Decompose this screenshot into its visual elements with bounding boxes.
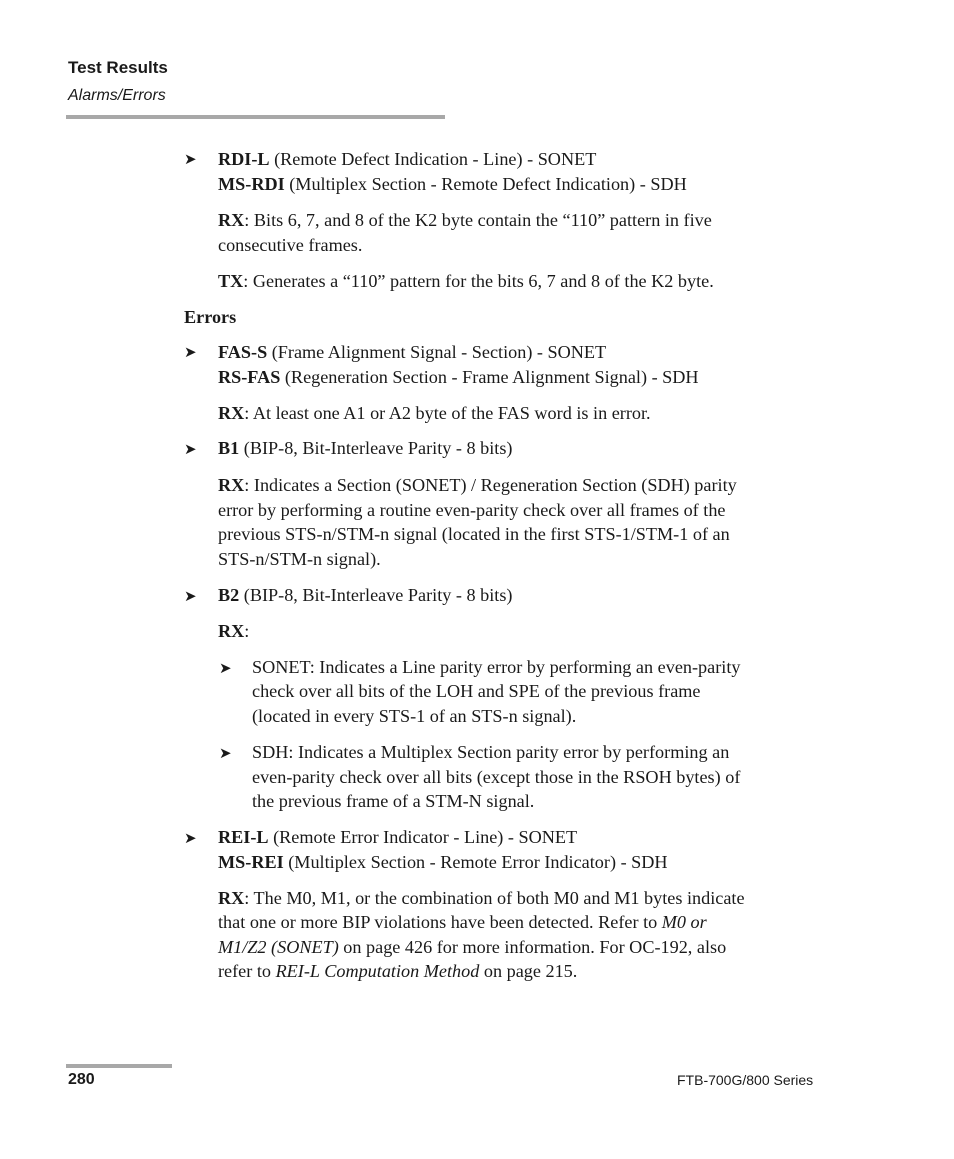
term-description: (Regeneration Section - Frame Alignment Signal) - SDH [280,367,699,387]
tx-label: TX [218,271,244,291]
paragraph-line: : Generates a “110” pattern for the bits 6, 7 and 8 of the K2 byte. [243,271,714,291]
header-divider [66,115,445,119]
paragraph-text: on page 426 for more information. For OC-192, also [338,937,727,957]
paragraph-line: : At least one A1 or A2 byte of the FAS word is in error. [244,403,651,423]
term-label: RS-FAS [218,367,281,387]
paragraph-line: previous STS-n/STM-n signal (located in the first STS-1/STM-1 of an [218,524,730,544]
rdi-tx-text [218,269,714,293]
term-label: MS-RDI [218,174,285,194]
paragraph-line: even-parity check over all bits (except those in the RSOH bytes) of [252,767,741,787]
term-description: (Multiplex Section - Remote Error Indicator) - SDH [283,852,668,872]
rx-colon: : [244,621,250,641]
paragraph-line: : Indicates a Section (SONET) / Regeneration Section (SDH) parity [244,475,737,495]
rx-label: RX [218,210,245,230]
arrow-bullet-icon: ➤ [184,587,197,605]
rei-heading [218,825,577,849]
errors-heading: Errors [184,307,237,327]
term-label: REI-L [218,827,269,847]
paragraph-line [218,935,726,959]
paragraph-line: error by performing a routine even-parity check over all frames of the [218,500,726,520]
rx-label: RX [218,888,245,908]
term-label: B2 [218,585,240,605]
paragraph-text: on page 215. [479,961,578,981]
paragraph-line: : Bits 6, 7, and 8 of the K2 byte contain the “110” pattern in five [244,210,712,230]
fas-rx-text [218,401,651,425]
term-label: B1 [218,438,240,458]
rdi-heading [218,147,596,171]
rx-label: RX [218,475,245,495]
paragraph-line: (located in every STS-1 of an STS-n signal). [252,706,577,726]
product-series: FTB-700G/800 Series [677,1072,814,1088]
fas-heading [218,340,606,364]
rx-label: RX [218,621,245,641]
rx-label: RX [218,403,245,423]
b2-heading [218,583,513,607]
arrow-bullet-icon: ➤ [219,659,232,677]
section-subtitle: Alarms/Errors [68,87,166,104]
term-label: RDI-L [218,149,270,169]
arrow-bullet-icon: ➤ [219,744,232,762]
term-label: FAS-S [218,342,268,362]
term-description: (Remote Defect Indication - Line) - SONET [269,149,597,169]
paragraph-line: the previous frame of a STM-N signal. [252,791,535,811]
arrow-bullet-icon: ➤ [184,343,197,361]
term-label: MS-REI [218,852,284,872]
b1-rx-text [218,473,737,497]
term-description: (Remote Error Indicator - Line) - SONET [268,827,578,847]
term-description: (BIP-8, Bit-Interleave Parity - 8 bits) [239,438,513,458]
footer-divider [66,1064,172,1068]
b1-heading [218,436,513,460]
paragraph-text: that one or more BIP violations have been detected. Refer to [218,912,662,932]
paragraph-text: refer to [218,961,276,981]
cross-reference-link[interactable]: REI-L Computation Method [275,961,480,981]
paragraph-line [218,959,577,983]
arrow-bullet-icon: ➤ [184,150,197,168]
rdi-rx-text [218,208,712,232]
paragraph-line [218,910,707,934]
paragraph-line: : The M0, M1, or the combination of both M0 and M1 bytes indicate [244,888,745,908]
arrow-bullet-icon: ➤ [184,440,197,458]
term-description: (Frame Alignment Signal - Section) - SONET [267,342,607,362]
paragraph-line: STS-n/STM-n signal). [218,549,381,569]
ms-rei-heading [218,850,668,874]
b2-rx-text [218,619,249,643]
page-number: 280 [68,1071,95,1088]
term-description: (Multiplex Section - Remote Defect Indication) - SDH [284,174,687,194]
paragraph-line: SDH: Indicates a Multiplex Section parity error by performing an [252,742,730,762]
cross-reference-link[interactable]: M1/Z2 (SONET) [218,937,339,957]
ms-rdi-heading [218,172,687,196]
paragraph-line: check over all bits of the LOH and SPE of the previous frame [252,681,701,701]
rei-rx-text [218,886,745,910]
rs-fas-heading [218,365,699,389]
term-description: (BIP-8, Bit-Interleave Parity - 8 bits) [239,585,513,605]
cross-reference-link[interactable]: M0 or [661,912,707,932]
section-title: Test Results [68,58,168,77]
paragraph-line: SONET: Indicates a Line parity error by performing an even-parity [252,657,741,677]
arrow-bullet-icon: ➤ [184,829,197,847]
paragraph-line: consecutive frames. [218,235,363,255]
